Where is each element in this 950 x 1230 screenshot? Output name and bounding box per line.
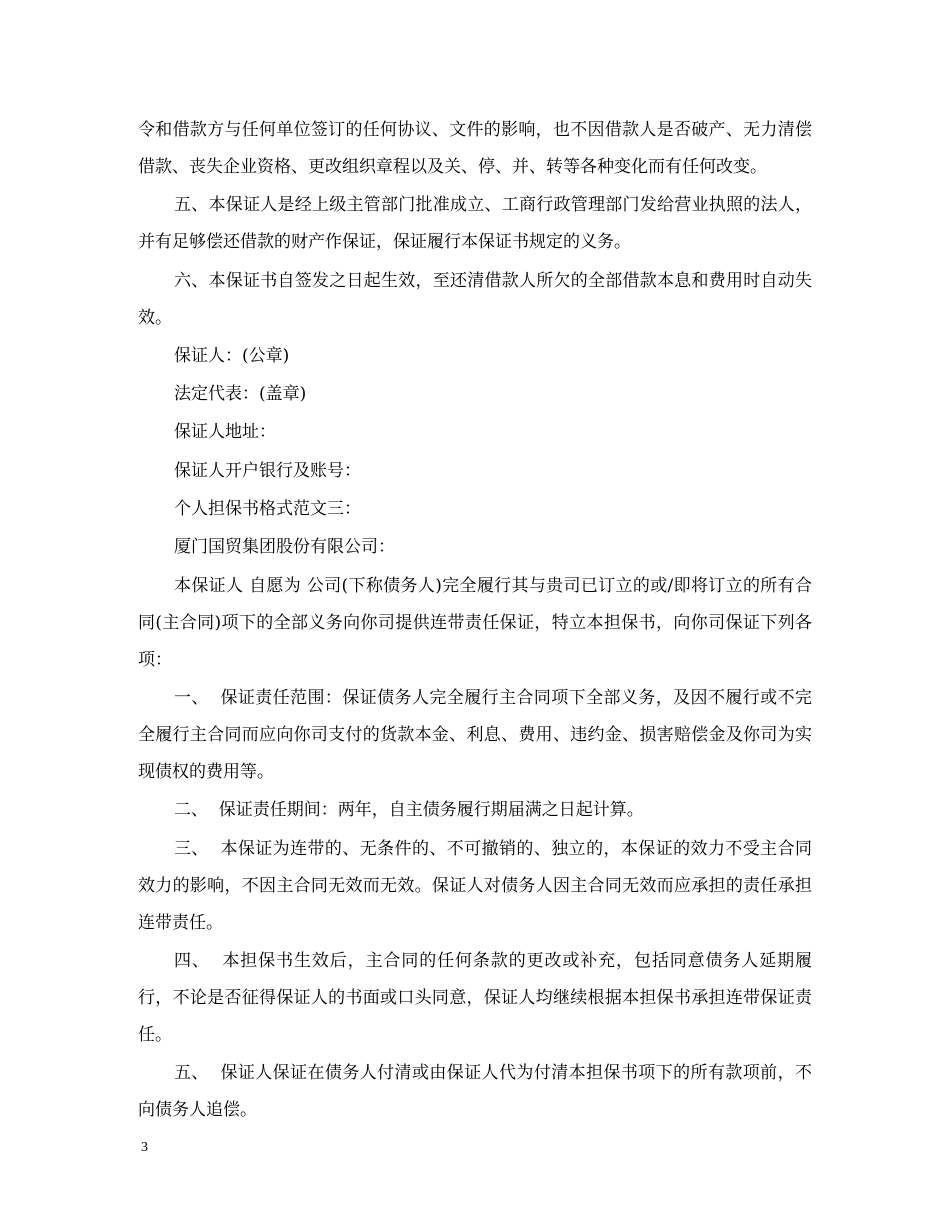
page-number: 3 [141,1140,148,1155]
paragraph-item-4: 四、 本担保书生效后，主合同的任何条款的更改或补充，包括同意债务人延期履行，不论是否征得保证人的书面或口头同意，保证人均继续根据本担保书承担连带保证责任。 [138,950,812,1045]
paragraph-clause-5: 五、本保证人是经上级主管部门批准成立、工商行政管理部门发给营业执照的法人，并有足够偿还借款的财产作保证，保证履行本保证书规定的义务。 [138,195,812,253]
paragraph-item-1: 一、 保证责任范围：保证债务人完全履行主合同项下全部义务，及因不履行或不完全履行主合同而应向你司支付的货款本金、利息、费用、违约金、损害赔偿金及你司为实现债权的费用等。 [138,687,812,782]
paragraph-intro: 本保证人 自愿为 公司(下称债务人)完全履行其与贵司已订立的或/即将订立的所有合同(主合同)项下的全部义务向你司提供连带责任保证，特立本担保书，向你司保证下列各项： [138,575,812,670]
paragraph-clause-6: 六、本保证书自签发之日起生效，至还清借款人所欠的全部借款本息和费用时自动失效。 [138,270,812,328]
paragraph-item-3: 三、 本保证为连带的、无条件的、不可撤销的、独立的，本保证的效力不受主合同效力的影响，不因主合同无效而无效。保证人对债务人因主合同无效而应承担的责任承担连带责任。 [138,838,812,933]
sample-three-heading: 个人担保书格式范文三： [174,499,361,520]
addressee-line: 厦门国贸集团股份有限公司： [174,537,395,558]
document-body [138,112,812,1130]
paragraph-continuation: 令和借款方与任何单位签订的任何协议、文件的影响，也不因借款人是否破产、无力清偿借款、丧失企业资格、更改组织章程以及关、停、并、转等各种变化而有任何改变。 [138,120,812,177]
guarantor-address-line: 保证人地址： [174,422,276,443]
paragraph-item-2: 二、 保证责任期间：两年，自主债务履行期届满之日起计算。 [174,800,644,821]
legal-representative-line: 法定代表：(盖章) [174,384,307,405]
guarantor-seal-line: 保证人：(公章) [174,345,290,366]
guarantor-bank-line: 保证人开户银行及账号： [174,460,361,481]
paragraph-item-5: 五、 保证人保证在债务人付清或由保证人代为付清本担保书项下的所有款项前，不向债务人追偿。 [138,1063,812,1121]
